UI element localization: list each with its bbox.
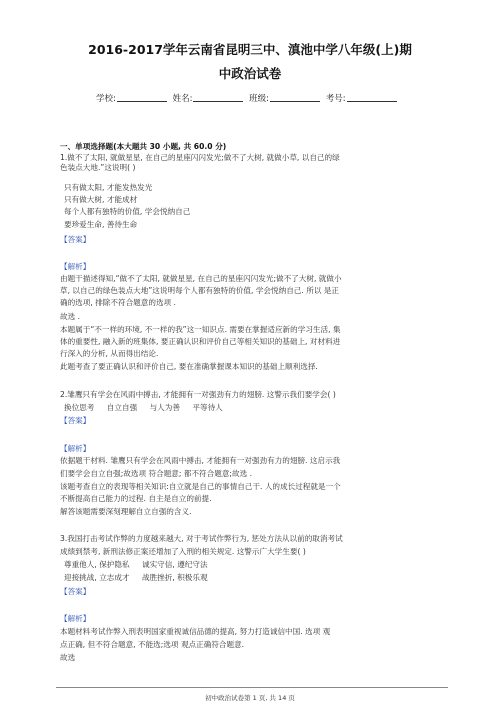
q2-answer-label: 【答案】: [60, 416, 91, 425]
q3-stem-1: 3.我国打击考试作弊的力度越来越大, 对于考试作弊行为, 惩处方法从以前的取消考试: [60, 534, 343, 543]
school-label: 学校:: [96, 94, 116, 104]
q2-explanation-line: 依据题干材料. 雏鹰只有学会在风雨中搏击, 才能拥有一对强劲有力的翅膀. 这启示我: [60, 456, 341, 465]
q1-stem-1: 1.做不了太阳, 就做星星, 在自己的星座闪闪发光;做不了大树, 就做小草, 以自己的绿: [60, 153, 340, 162]
section-heading: 一、单项选择题(本大题共 30 小题, 共 60.0 分): [60, 142, 227, 151]
school-blank: [117, 93, 167, 102]
page-title-line-1: 2016-2017学年云南省昆明三中、滇池中学八年级(上)期: [88, 42, 412, 57]
exam-no-label: 考号:: [325, 94, 346, 104]
q2-explanation-line: 们要学会自立自强;故选项 符合题意; 都不符合题意;故选 .: [60, 469, 252, 478]
q3-answer-label: 【答案】: [60, 587, 91, 596]
page-footer: 初中政治试卷第 1 页, 共 14 页: [205, 694, 295, 702]
q1-option: 只有做太阳, 才能发热发光: [64, 183, 153, 192]
q2-explanation-line: 该题考查自立的表现等相关知识:自立就是自己的事情自己干. 人的成长过程就是一个: [60, 482, 341, 491]
q3-explanation-line: 本题材料考试作弊入刑表明国家重视诚信品德的提高, 努力打造诚信中国. 选项 观: [60, 627, 331, 636]
q2-option: 自立自强: [106, 403, 138, 412]
q1-answer-label: 【答案】: [60, 235, 91, 244]
q1-explanation-line: 草, 以自己的绿色装点大地”这说明每个人都有独特的价值, 学会悦纳自己. 所以 是正: [60, 286, 340, 295]
q2-option: 与人为善: [149, 403, 180, 412]
name-blank: [193, 93, 243, 102]
q1-option: 只有做大树, 才能成材: [64, 195, 138, 204]
q3-option: 迎接挑战, 立志成才: [64, 573, 130, 582]
q3-explanation-line: 点正确, 但不符合题意, 不能选;选项 观点正确符合题意.: [60, 640, 245, 649]
q2-option: 换位思考: [64, 403, 95, 412]
q2-explanation-line: 不断提高自己能力的过程. 自主是自立的前提.: [60, 494, 212, 503]
q1-explanation-line: 由题干描述得知,“做不了太阳, 就做星星, 在自己的星座闪闪发光;做不了大树, 就做小: [60, 274, 342, 283]
class-blank: [270, 93, 320, 102]
q1-explanation-line: 体的重要性, 融入新的班集体, 要正确认识和评价自己等相关知识的基础上, 对材料进: [60, 337, 341, 346]
q1-explanation-line: 本题属于“不一样的环境, 不一样的我”这一知识点. 需要在掌握适应新的学习生活, 集: [60, 325, 341, 334]
page-title-line-2: 中政治试卷: [218, 66, 282, 81]
q3-options-row-2: [64, 573, 484, 583]
q3-stem-2: 成绩到禁考, 新刑法修正案还增加了入刑的相关规定. 这警示广大学生要( ): [60, 547, 306, 556]
name-label: 姓名:: [172, 94, 193, 104]
q3-option: 诚实守信, 遵纪守法: [142, 560, 208, 569]
q1-option: 每个人都有独特的价值, 学会悦纳自己: [64, 207, 191, 216]
q3-options-row-1: [64, 560, 484, 570]
q1-explanation-line: 此题考查了要正确认识和评价自己, 要在准确掌握课本知识的基础上顺利选择.: [60, 362, 318, 371]
footer-divider: [56, 687, 448, 688]
q1-explanation-line: 行深入的分析, 从而得出结论.: [60, 349, 159, 358]
class-label: 班级:: [249, 94, 270, 104]
q3-option: 战胜挫折, 积极乐观: [142, 573, 208, 582]
q2-option: 平等待人: [192, 403, 223, 412]
q3-explanation-line: 故选: [60, 653, 76, 662]
q1-option: 要珍爱生命, 善待生命: [64, 220, 138, 229]
student-info-row: [96, 92, 400, 104]
q2-explanation-line: 解答该题需要深刻理解自立自强的含义.: [60, 507, 192, 516]
q2-analysis-label: 【解析】: [60, 444, 91, 453]
q1-stem-2: 色装点大地.”这说明( ): [60, 163, 136, 172]
q3-option: 尊重他人, 保护隐私: [64, 560, 130, 569]
exam-no-blank: [347, 93, 397, 102]
q1-analysis-label: 【解析】: [60, 262, 91, 271]
q1-explanation-line: 确的选项, 排除不符合题意的选项 .: [60, 298, 176, 307]
q2-options-row: [64, 403, 484, 413]
q1-explanation-line: 故选 .: [60, 312, 81, 321]
q3-analysis-label: 【解析】: [60, 614, 91, 623]
q2-stem: 2.雏鹰只有学会在风雨中搏击, 才能拥有一对强劲有力的翅膀. 这警示我们要学会( ): [60, 390, 336, 399]
